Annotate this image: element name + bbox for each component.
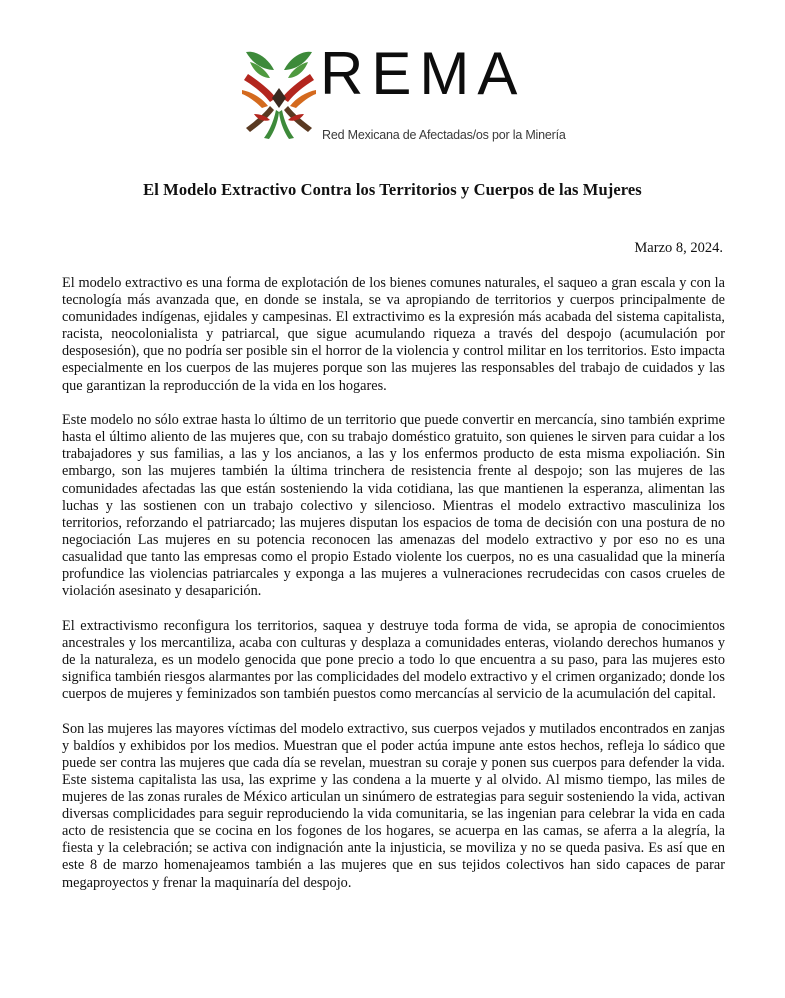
rema-emblem-icon (240, 48, 318, 140)
paragraph-4: Son las mujeres las mayores víctimas del modelo extractivo, sus cuerpos vejados y mutilados encontrados en zanjas y baldíos y exhibidos por los medios. Muestran que el poder actúa impune ante estos hechos, refleja lo sádico que puede ser contra las mujeres que cada día se revelan, muestran su coraje y ponen sus cuerpos para defender la vida. Este sistema capitalista las usa, las exprime y las condena a la muerte y al olvido. Al mismo tiempo, las miles de mujeres de las zonas rurales de México articulan un sinúmero de estrategias para seguir sosteniendo la vida, activan diversas complicidades para seguir reproduciendo la vida comunitaria, se las ingenian para celebrar la vida en cada acto de resistencia que se cocina en los fogones de los hogares, se acuerpa en las camas, se aferra a la alegría, la fiesta y la celebración; se activa con indignación ante la injusticia, se moviliza y no se queda pasiva. Es así que en este 8 de marzo homenajeamos también a las mujeres que en sus tejidos colectivos han sido capaces de parar megaproyectos y frenar la maquinaría del despojo. (62, 720, 725, 891)
paragraph-1: El modelo extractivo es una forma de explotación de los bienes comunes naturales, el saqueo a gran escala y con la tecnología más avanzada que, en donde se instala, se va apropiando de territorios y cuerpos principalmente de comunidades indígenas, ejidales y campesinas. El extractivimo es la expresión más acabada del sistema capitalista, racista, neocolonialista y patriarcal, que sigue acumulando riqueza a través del despojo (acumulación por desposesión), que no podría ser posible sin el horror de la violencia y control militar en los territorios. Esto impacta especialmente en los cuerpos de las mujeres porque son las mujeres las responsables del trabajo de cuidados y las que garantizan la reproducción de la vida en los hogares. (62, 275, 725, 394)
paragraph-2: Este modelo no sólo extrae hasta lo último de un territorio que puede convertir en mercancía, sino también exprime hasta el último aliento de las mujeres que, con su trabajo doméstico gratuito, son quienes le sirven para cuidar a los trabajadores y sus familias, a las y los ancianos, a las y los enfermos producto de esta misma expoliación. Sin embargo, son las mujeres también la última trinchera de resistencia frente al despojo; son las mujeres de las comunidades afectadas las que están sosteniendo la vida cotidiana, las que mantienen la esperanza, alimentan las luchas y las sostienen con un trabajo colectivo y silencioso. Mientras el modelo extractivo masculiniza los territorios, reforzando el patriarcado; las mujeres disputan los espacios de toma de decisión con una postura de no negociación Las mujeres en su potencia reconocen las amenazas del modelo extractivo y por eso no es una casualidad que tanto las empresas como el propio Estado violente los cuerpos, no es una casualidad que la minería profundice las violencias patriarcales y exponga a las mujeres a vulneraciones recrudecidas con casos crueles de violación asesinato y desaparición. (62, 412, 725, 600)
logo-subtitle: Red Mexicana de Afectadas/os por la Minería (322, 128, 566, 142)
document-title: El Modelo Extractivo Contra los Territorios y Cuerpos de las Mujeres (143, 180, 642, 199)
logo-wordmark: REMA (320, 40, 526, 107)
document-body (62, 275, 725, 909)
rema-logo (240, 40, 566, 152)
document-date: Marzo 8, 2024. (634, 240, 723, 256)
paragraph-3: El extractivismo reconfigura los territorios, saquea y destruye toda forma de vida, se apropia de conocimientos ancestrales y los mercantiliza, acaba con culturas y desplaza a comunidades enteras, violando derechos humanos y de la naturaleza, es un modelo genocida que pone precio a todo lo que encuentra a su paso, para las mujeres esto significa también riesgos alarmantes por las complicidades del modelo extractivo y el crimen organizado; donde los cuerpos de mujeres y feminizados son también puestos como mercancías al servicio de la acumulación del capital. (62, 617, 725, 703)
